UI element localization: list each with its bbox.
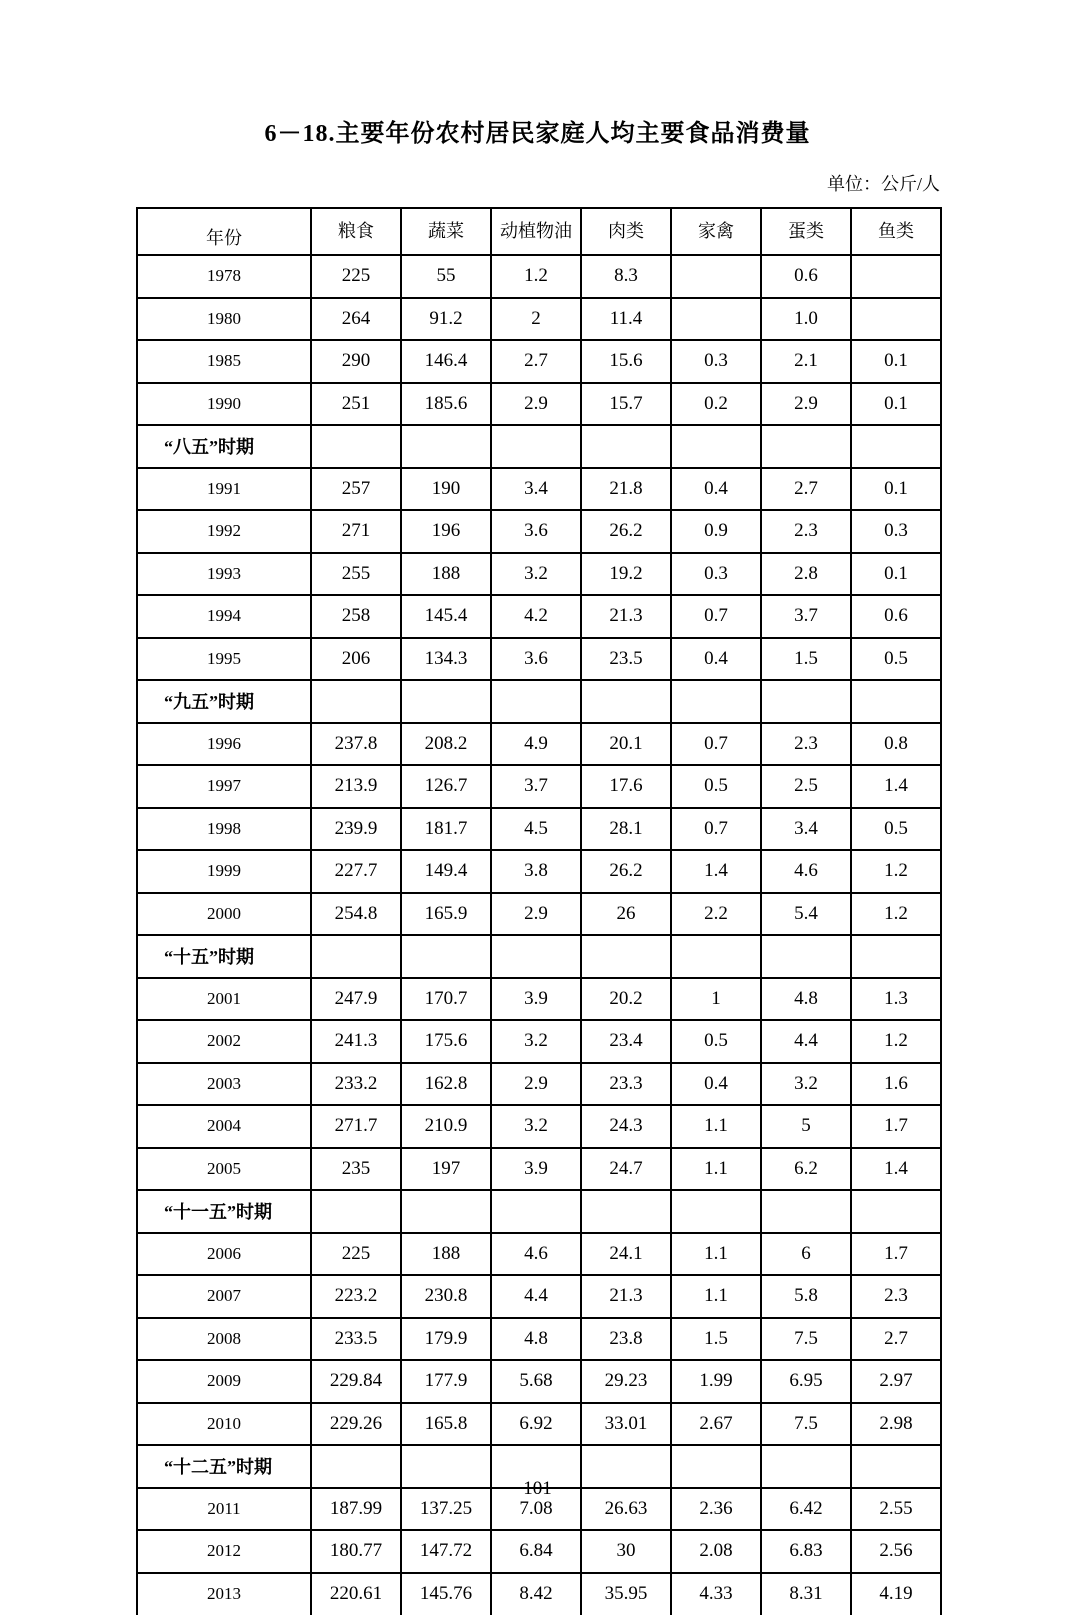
value-cell: 2.08 <box>671 1530 761 1573</box>
empty-cell <box>581 1190 671 1233</box>
value-cell <box>671 255 761 298</box>
value-cell: 1.5 <box>761 638 851 681</box>
value-cell: 1.2 <box>851 1020 941 1063</box>
value-cell: 7.5 <box>761 1318 851 1361</box>
value-cell: 239.9 <box>311 808 401 851</box>
table-row <box>137 1020 941 1063</box>
value-cell: 0.5 <box>671 1020 761 1063</box>
column-header-year: 年份 <box>137 208 311 255</box>
table-row <box>137 808 941 851</box>
empty-cell <box>761 680 851 723</box>
value-cell: 1.4 <box>671 850 761 893</box>
year-cell: 2013 <box>137 1573 311 1615</box>
value-cell: 2.9 <box>491 893 581 936</box>
value-cell: 3.6 <box>491 510 581 553</box>
value-cell: 4.6 <box>761 850 851 893</box>
value-cell: 197 <box>401 1148 491 1191</box>
table-row <box>137 298 941 341</box>
value-cell: 7.5 <box>761 1403 851 1446</box>
value-cell: 2.98 <box>851 1403 941 1446</box>
empty-cell <box>491 1190 581 1233</box>
value-cell: 137.25 <box>401 1488 491 1531</box>
value-cell: 3.6 <box>491 638 581 681</box>
value-cell: 187.99 <box>311 1488 401 1531</box>
value-cell: 0.7 <box>671 595 761 638</box>
value-cell: 24.3 <box>581 1105 671 1148</box>
value-cell: 2.1 <box>761 340 851 383</box>
value-cell: 30 <box>581 1530 671 1573</box>
table-row <box>137 1530 941 1573</box>
page-number: 101 <box>0 1478 1075 1500</box>
table-row <box>137 383 941 426</box>
value-cell: 1.4 <box>851 1148 941 1191</box>
year-cell: 1990 <box>137 383 311 426</box>
value-cell: 3.9 <box>491 1148 581 1191</box>
value-cell: 233.5 <box>311 1318 401 1361</box>
value-cell: 188 <box>401 553 491 596</box>
table-row <box>137 1573 941 1615</box>
value-cell: 26.63 <box>581 1488 671 1531</box>
value-cell: 23.5 <box>581 638 671 681</box>
value-cell: 188 <box>401 1233 491 1276</box>
section-row <box>137 680 941 723</box>
value-cell: 170.7 <box>401 978 491 1021</box>
value-cell: 2.9 <box>491 1063 581 1106</box>
value-cell: 1.99 <box>671 1360 761 1403</box>
value-cell: 4.8 <box>761 978 851 1021</box>
value-cell: 6.84 <box>491 1530 581 1573</box>
value-cell: 1.1 <box>671 1105 761 1148</box>
value-cell: 1.5 <box>671 1318 761 1361</box>
value-cell: 147.72 <box>401 1530 491 1573</box>
table-row <box>137 595 941 638</box>
empty-cell <box>851 1190 941 1233</box>
value-cell: 0.5 <box>671 765 761 808</box>
year-cell: 2009 <box>137 1360 311 1403</box>
empty-cell <box>401 680 491 723</box>
consumption-table <box>136 207 942 1615</box>
empty-cell <box>491 935 581 978</box>
empty-cell <box>851 425 941 468</box>
value-cell: 4.33 <box>671 1573 761 1615</box>
value-cell: 146.4 <box>401 340 491 383</box>
year-cell: 1995 <box>137 638 311 681</box>
year-cell: 1980 <box>137 298 311 341</box>
section-label: “十一五”时期 <box>137 1190 311 1233</box>
value-cell: 28.1 <box>581 808 671 851</box>
value-cell: 23.8 <box>581 1318 671 1361</box>
year-cell: 1994 <box>137 595 311 638</box>
value-cell: 2.5 <box>761 765 851 808</box>
value-cell: 1.7 <box>851 1105 941 1148</box>
value-cell: 20.1 <box>581 723 671 766</box>
section-row <box>137 935 941 978</box>
empty-cell <box>491 680 581 723</box>
empty-cell <box>761 425 851 468</box>
unit-label: 单位：公斤/人 <box>137 170 940 196</box>
value-cell: 29.23 <box>581 1360 671 1403</box>
empty-cell <box>671 680 761 723</box>
value-cell: 23.4 <box>581 1020 671 1063</box>
value-cell: 1.0 <box>761 298 851 341</box>
value-cell: 0.8 <box>851 723 941 766</box>
value-cell: 225 <box>311 1233 401 1276</box>
value-cell: 0.1 <box>851 553 941 596</box>
value-cell: 5.8 <box>761 1275 851 1318</box>
empty-cell <box>401 425 491 468</box>
table-body <box>137 255 941 1615</box>
value-cell: 227.7 <box>311 850 401 893</box>
value-cell: 2.67 <box>671 1403 761 1446</box>
value-cell: 17.6 <box>581 765 671 808</box>
year-cell: 2008 <box>137 1318 311 1361</box>
value-cell: 15.6 <box>581 340 671 383</box>
table-row <box>137 340 941 383</box>
value-cell: 5.4 <box>761 893 851 936</box>
value-cell: 2.9 <box>761 383 851 426</box>
value-cell: 290 <box>311 340 401 383</box>
table-row <box>137 1275 941 1318</box>
value-cell: 0.5 <box>851 638 941 681</box>
section-label: “九五”时期 <box>137 680 311 723</box>
year-cell: 2007 <box>137 1275 311 1318</box>
column-header-oil: 动植物油 <box>491 208 581 255</box>
value-cell <box>851 298 941 341</box>
value-cell: 233.2 <box>311 1063 401 1106</box>
value-cell: 26.2 <box>581 850 671 893</box>
year-cell: 2011 <box>137 1488 311 1531</box>
value-cell: 1.1 <box>671 1233 761 1276</box>
value-cell: 0.1 <box>851 468 941 511</box>
value-cell: 2.56 <box>851 1530 941 1573</box>
year-cell: 1991 <box>137 468 311 511</box>
table-row <box>137 1318 941 1361</box>
year-cell: 2004 <box>137 1105 311 1148</box>
value-cell: 179.9 <box>401 1318 491 1361</box>
table-row <box>137 638 941 681</box>
value-cell: 235 <box>311 1148 401 1191</box>
value-cell: 229.26 <box>311 1403 401 1446</box>
column-header-meat: 肉类 <box>581 208 671 255</box>
value-cell: 6.95 <box>761 1360 851 1403</box>
empty-cell <box>311 935 401 978</box>
empty-cell <box>851 680 941 723</box>
value-cell: 247.9 <box>311 978 401 1021</box>
table-row <box>137 765 941 808</box>
value-cell: 271.7 <box>311 1105 401 1148</box>
section-row <box>137 425 941 468</box>
table-row <box>137 1105 941 1148</box>
value-cell: 1.4 <box>851 765 941 808</box>
year-cell: 2001 <box>137 978 311 1021</box>
value-cell: 6.83 <box>761 1530 851 1573</box>
value-cell: 15.7 <box>581 383 671 426</box>
empty-cell <box>581 935 671 978</box>
value-cell: 0.7 <box>671 808 761 851</box>
column-header-vegetables: 蔬菜 <box>401 208 491 255</box>
value-cell: 0.3 <box>671 553 761 596</box>
value-cell: 220.61 <box>311 1573 401 1615</box>
value-cell: 8.3 <box>581 255 671 298</box>
year-cell: 1996 <box>137 723 311 766</box>
value-cell: 1.1 <box>671 1148 761 1191</box>
value-cell: 254.8 <box>311 893 401 936</box>
value-cell: 1.2 <box>851 893 941 936</box>
value-cell: 206 <box>311 638 401 681</box>
value-cell: 0.2 <box>671 383 761 426</box>
value-cell: 21.3 <box>581 595 671 638</box>
value-cell: 3.4 <box>491 468 581 511</box>
value-cell <box>671 298 761 341</box>
table-row <box>137 723 941 766</box>
value-cell: 1.1 <box>671 1275 761 1318</box>
table-row <box>137 1063 941 1106</box>
value-cell: 26.2 <box>581 510 671 553</box>
value-cell: 1.7 <box>851 1233 941 1276</box>
value-cell: 2.55 <box>851 1488 941 1531</box>
value-cell: 3.7 <box>491 765 581 808</box>
value-cell: 181.7 <box>401 808 491 851</box>
value-cell: 21.8 <box>581 468 671 511</box>
value-cell: 2.3 <box>761 510 851 553</box>
value-cell: 23.3 <box>581 1063 671 1106</box>
table-row <box>137 553 941 596</box>
table-row <box>137 255 941 298</box>
value-cell: 8.42 <box>491 1573 581 1615</box>
empty-cell <box>311 1190 401 1233</box>
column-header-grain: 粮食 <box>311 208 401 255</box>
value-cell: 1.2 <box>491 255 581 298</box>
value-cell: 4.5 <box>491 808 581 851</box>
empty-cell <box>311 425 401 468</box>
value-cell: 6.42 <box>761 1488 851 1531</box>
empty-cell <box>401 935 491 978</box>
value-cell: 4.19 <box>851 1573 941 1615</box>
column-header-eggs: 蛋类 <box>761 208 851 255</box>
value-cell: 3.4 <box>761 808 851 851</box>
value-cell: 0.3 <box>851 510 941 553</box>
column-header-fish: 鱼类 <box>851 208 941 255</box>
value-cell: 165.9 <box>401 893 491 936</box>
value-cell: 1 <box>671 978 761 1021</box>
value-cell: 185.6 <box>401 383 491 426</box>
value-cell: 1.2 <box>851 850 941 893</box>
value-cell: 1.6 <box>851 1063 941 1106</box>
value-cell: 230.8 <box>401 1275 491 1318</box>
value-cell: 2.7 <box>761 468 851 511</box>
year-cell: 2006 <box>137 1233 311 1276</box>
value-cell: 0.6 <box>851 595 941 638</box>
year-cell: 2002 <box>137 1020 311 1063</box>
value-cell: 4.2 <box>491 595 581 638</box>
value-cell: 2.97 <box>851 1360 941 1403</box>
value-cell: 3.7 <box>761 595 851 638</box>
value-cell: 3.8 <box>491 850 581 893</box>
value-cell: 7.08 <box>491 1488 581 1531</box>
table-row <box>137 468 941 511</box>
value-cell: 4.4 <box>491 1275 581 1318</box>
year-cell: 2003 <box>137 1063 311 1106</box>
year-cell: 2012 <box>137 1530 311 1573</box>
value-cell: 33.01 <box>581 1403 671 1446</box>
value-cell: 0.1 <box>851 383 941 426</box>
year-cell: 2005 <box>137 1148 311 1191</box>
value-cell: 4.9 <box>491 723 581 766</box>
value-cell: 21.3 <box>581 1275 671 1318</box>
value-cell: 35.95 <box>581 1573 671 1615</box>
value-cell: 145.4 <box>401 595 491 638</box>
value-cell: 271 <box>311 510 401 553</box>
year-cell: 1978 <box>137 255 311 298</box>
table-row <box>137 1403 941 1446</box>
value-cell: 237.8 <box>311 723 401 766</box>
value-cell: 2.2 <box>671 893 761 936</box>
empty-cell <box>671 1190 761 1233</box>
table-row <box>137 978 941 1021</box>
value-cell: 24.1 <box>581 1233 671 1276</box>
value-cell: 2.36 <box>671 1488 761 1531</box>
value-cell: 26 <box>581 893 671 936</box>
value-cell: 258 <box>311 595 401 638</box>
section-label: “八五”时期 <box>137 425 311 468</box>
value-cell: 210.9 <box>401 1105 491 1148</box>
value-cell: 2.9 <box>491 383 581 426</box>
value-cell: 264 <box>311 298 401 341</box>
empty-cell <box>671 935 761 978</box>
value-cell: 3.2 <box>491 1020 581 1063</box>
year-cell: 2000 <box>137 893 311 936</box>
empty-cell <box>851 935 941 978</box>
table-row <box>137 850 941 893</box>
section-label: “十五”时期 <box>137 935 311 978</box>
value-cell: 6 <box>761 1233 851 1276</box>
year-cell: 1998 <box>137 808 311 851</box>
value-cell: 0.1 <box>851 340 941 383</box>
value-cell: 4.6 <box>491 1233 581 1276</box>
empty-cell <box>491 425 581 468</box>
value-cell: 208.2 <box>401 723 491 766</box>
table-row <box>137 510 941 553</box>
value-cell: 196 <box>401 510 491 553</box>
value-cell: 0.7 <box>671 723 761 766</box>
value-cell: 2 <box>491 298 581 341</box>
value-cell: 11.4 <box>581 298 671 341</box>
value-cell: 2.3 <box>851 1275 941 1318</box>
value-cell: 2.7 <box>491 340 581 383</box>
year-cell: 1993 <box>137 553 311 596</box>
value-cell: 0.9 <box>671 510 761 553</box>
value-cell: 3.2 <box>491 553 581 596</box>
empty-cell <box>311 680 401 723</box>
value-cell: 3.2 <box>491 1105 581 1148</box>
value-cell: 20.2 <box>581 978 671 1021</box>
value-cell: 241.3 <box>311 1020 401 1063</box>
value-cell: 2.7 <box>851 1318 941 1361</box>
empty-cell <box>581 425 671 468</box>
year-cell: 1999 <box>137 850 311 893</box>
value-cell: 145.76 <box>401 1573 491 1615</box>
value-cell: 1.3 <box>851 978 941 1021</box>
empty-cell <box>401 1190 491 1233</box>
section-label: “十二五”时期 <box>137 1445 311 1488</box>
value-cell: 0.5 <box>851 808 941 851</box>
value-cell: 255 <box>311 553 401 596</box>
value-cell: 5 <box>761 1105 851 1148</box>
value-cell: 180.77 <box>311 1530 401 1573</box>
value-cell: 0.4 <box>671 638 761 681</box>
value-cell: 0.4 <box>671 1063 761 1106</box>
year-cell: 1985 <box>137 340 311 383</box>
table-row <box>137 1233 941 1276</box>
value-cell: 162.8 <box>401 1063 491 1106</box>
table-row <box>137 1360 941 1403</box>
value-cell: 0.3 <box>671 340 761 383</box>
value-cell: 3.2 <box>761 1063 851 1106</box>
value-cell: 126.7 <box>401 765 491 808</box>
empty-cell <box>761 1190 851 1233</box>
value-cell: 229.84 <box>311 1360 401 1403</box>
value-cell: 225 <box>311 255 401 298</box>
empty-cell <box>761 935 851 978</box>
table-row <box>137 893 941 936</box>
value-cell: 0.4 <box>671 468 761 511</box>
empty-cell <box>671 425 761 468</box>
value-cell: 134.3 <box>401 638 491 681</box>
value-cell: 2.8 <box>761 553 851 596</box>
value-cell: 4.4 <box>761 1020 851 1063</box>
value-cell: 24.7 <box>581 1148 671 1191</box>
page-title: 6－18.主要年份农村居民家庭人均主要食品消费量 <box>0 113 1075 148</box>
value-cell: 6.2 <box>761 1148 851 1191</box>
value-cell: 8.31 <box>761 1573 851 1615</box>
value-cell: 149.4 <box>401 850 491 893</box>
value-cell: 190 <box>401 468 491 511</box>
year-cell: 1992 <box>137 510 311 553</box>
value-cell: 5.68 <box>491 1360 581 1403</box>
value-cell: 175.6 <box>401 1020 491 1063</box>
value-cell: 6.92 <box>491 1403 581 1446</box>
value-cell: 19.2 <box>581 553 671 596</box>
value-cell: 213.9 <box>311 765 401 808</box>
header-row <box>137 208 941 255</box>
value-cell: 0.6 <box>761 255 851 298</box>
year-cell: 1997 <box>137 765 311 808</box>
column-header-poultry: 家禽 <box>671 208 761 255</box>
value-cell <box>851 255 941 298</box>
year-cell: 2010 <box>137 1403 311 1446</box>
value-cell: 55 <box>401 255 491 298</box>
value-cell: 3.9 <box>491 978 581 1021</box>
value-cell: 91.2 <box>401 298 491 341</box>
value-cell: 4.8 <box>491 1318 581 1361</box>
value-cell: 165.8 <box>401 1403 491 1446</box>
value-cell: 257 <box>311 468 401 511</box>
value-cell: 177.9 <box>401 1360 491 1403</box>
value-cell: 2.3 <box>761 723 851 766</box>
section-row <box>137 1190 941 1233</box>
table-row <box>137 1148 941 1191</box>
empty-cell <box>581 680 671 723</box>
value-cell: 223.2 <box>311 1275 401 1318</box>
value-cell: 251 <box>311 383 401 426</box>
